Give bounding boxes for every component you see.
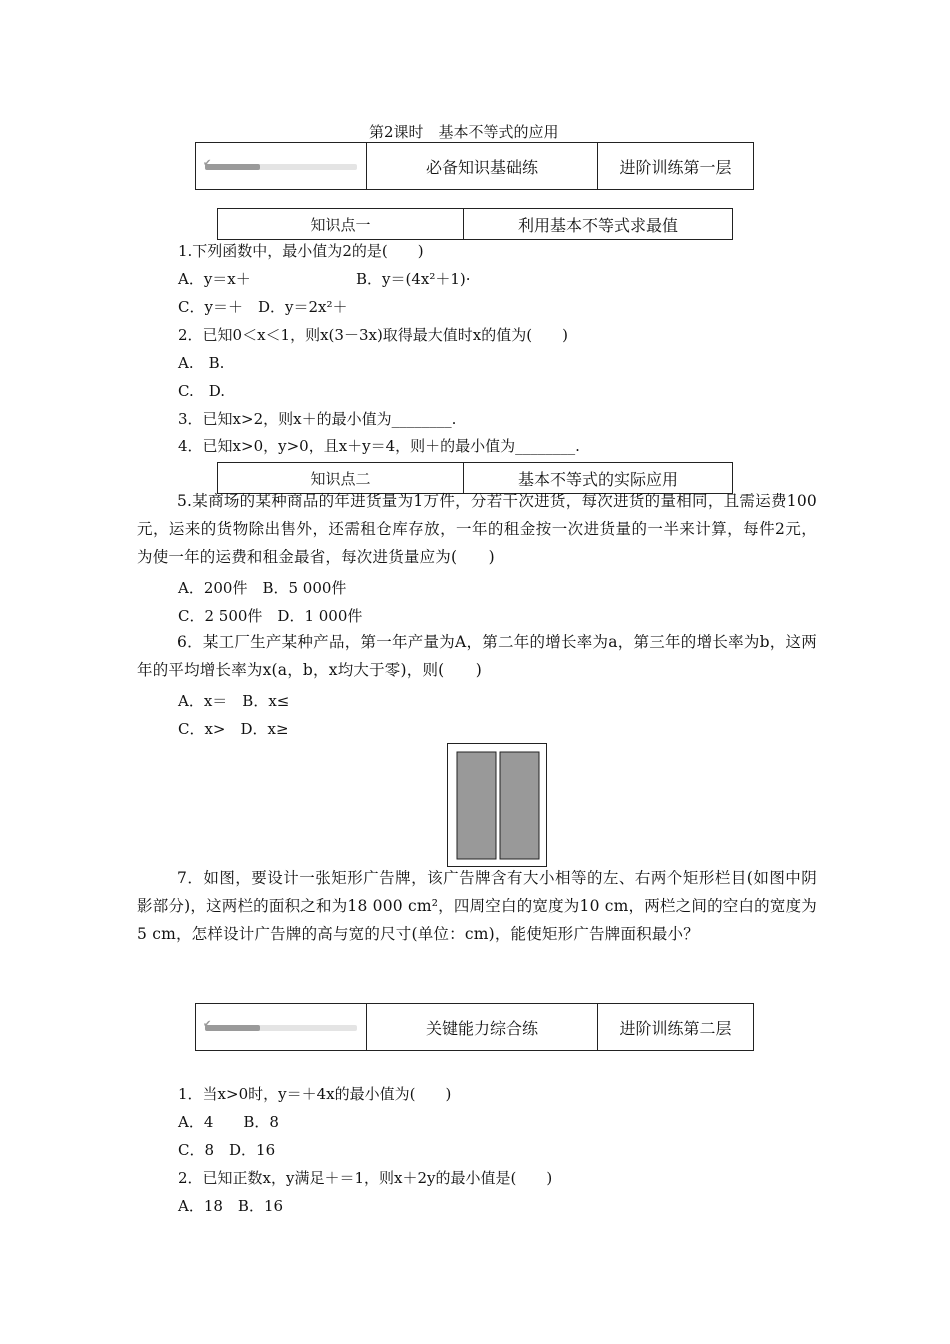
check-icon: ✔ <box>203 158 212 169</box>
section-label: 关键能力综合练 <box>367 1004 598 1050</box>
progress-cell <box>196 1004 367 1050</box>
q5-stem: 5.某商场的某种商品的年进货量为1万件，分若干次进货，每次进货的量相同，且需运费100元，运来的货物除出售外，还需租仓库存放，一年的租金按一次进货量的一半来计算，每件2元，为使一年的运费和租金最省，每次进货量应为( ) <box>137 492 817 567</box>
q2-options-ab: A. B. <box>178 354 225 372</box>
knowledge-point-1 <box>217 208 733 240</box>
p2-stem: 2．已知正数x，y满足＋＝1，则x＋2y的最小值是( ) <box>178 1169 553 1187</box>
q1-stem: 1.下列函数中，最小值为2的是( ) <box>178 242 424 260</box>
billboard-left-column <box>457 752 496 859</box>
section-level: 进阶训练第一层 <box>619 157 732 177</box>
kp-name: 利用基本不等式求最值 <box>517 215 678 235</box>
q6-options-cd: C．x> D．x≥ <box>178 720 289 738</box>
q5-options-cd: C．2 500件 D．1 000件 <box>178 607 363 625</box>
p1-stem: 1．当x>0时，y＝＋4x的最小值为( ) <box>178 1085 452 1103</box>
q4-stem: 4．已知x>0，y>0，且x＋y＝4，则＋的最小值为________. <box>178 437 580 455</box>
q3-stem: 3．已知x>2，则x＋的最小值为________. <box>178 410 457 428</box>
kp-name: 基本不等式的实际应用 <box>517 469 678 489</box>
progress-fill <box>205 1025 260 1031</box>
q2-options-cd: C. D. <box>178 382 225 400</box>
section-label: 必备知识基础练 <box>367 143 598 189</box>
q6-options-ab: A．x＝ B．x≤ <box>178 692 290 710</box>
p2-options-ab: A．18 B．16 <box>178 1197 284 1215</box>
q1-options-cd: C．y＝＋ D．y＝2x²＋ <box>178 298 348 316</box>
progress-bar <box>203 158 357 170</box>
section-banner-2 <box>195 1003 754 1051</box>
billboard-figure <box>447 743 547 867</box>
p1-options-ab: A．4 B．8 <box>178 1113 279 1131</box>
section-banner-1 <box>195 142 754 190</box>
kp-tag: 知识点二 <box>218 463 464 493</box>
q1-option-b: B．y＝(4x²＋1)· <box>356 270 471 288</box>
q2-stem: 2．已知0＜x＜1，则x(3－3x)取得最大值时x的值为( ) <box>178 326 568 344</box>
p1-options-cd: C．8 D．16 <box>178 1141 276 1159</box>
q1-option-a: A．y＝x＋ <box>178 270 251 288</box>
progress-cell <box>196 143 367 189</box>
q5-options-ab: A．200件 B．5 000件 <box>178 579 347 597</box>
kp-tag: 知识点一 <box>218 209 464 239</box>
section-level: 进阶训练第二层 <box>619 1018 732 1038</box>
progress-fill <box>205 164 260 170</box>
page-title: 第2课时 基本不等式的应用 <box>369 123 559 141</box>
q7-stem: 7．如图，要设计一张矩形广告牌，该广告牌含有大小相等的左、右两个矩形栏目(如图中阴影部分)，这两栏的面积之和为18 000 cm²，四周空白的宽度为10 cm，两栏之间的空白的宽度为5 cm，怎样设计广告牌的高与宽的尺寸(单位：cm)，能使矩形广告牌面积最小？ <box>137 869 817 944</box>
q6-stem: 6．某工厂生产某种产品，第一年产量为A，第二年的增长率为a，第三年的增长率为b，这两年的平均增长率为x(a，b，x均大于零)，则( ) <box>137 633 817 680</box>
check-icon: ✔ <box>203 1019 212 1030</box>
progress-bar <box>203 1019 357 1031</box>
billboard-right-column <box>500 752 539 859</box>
